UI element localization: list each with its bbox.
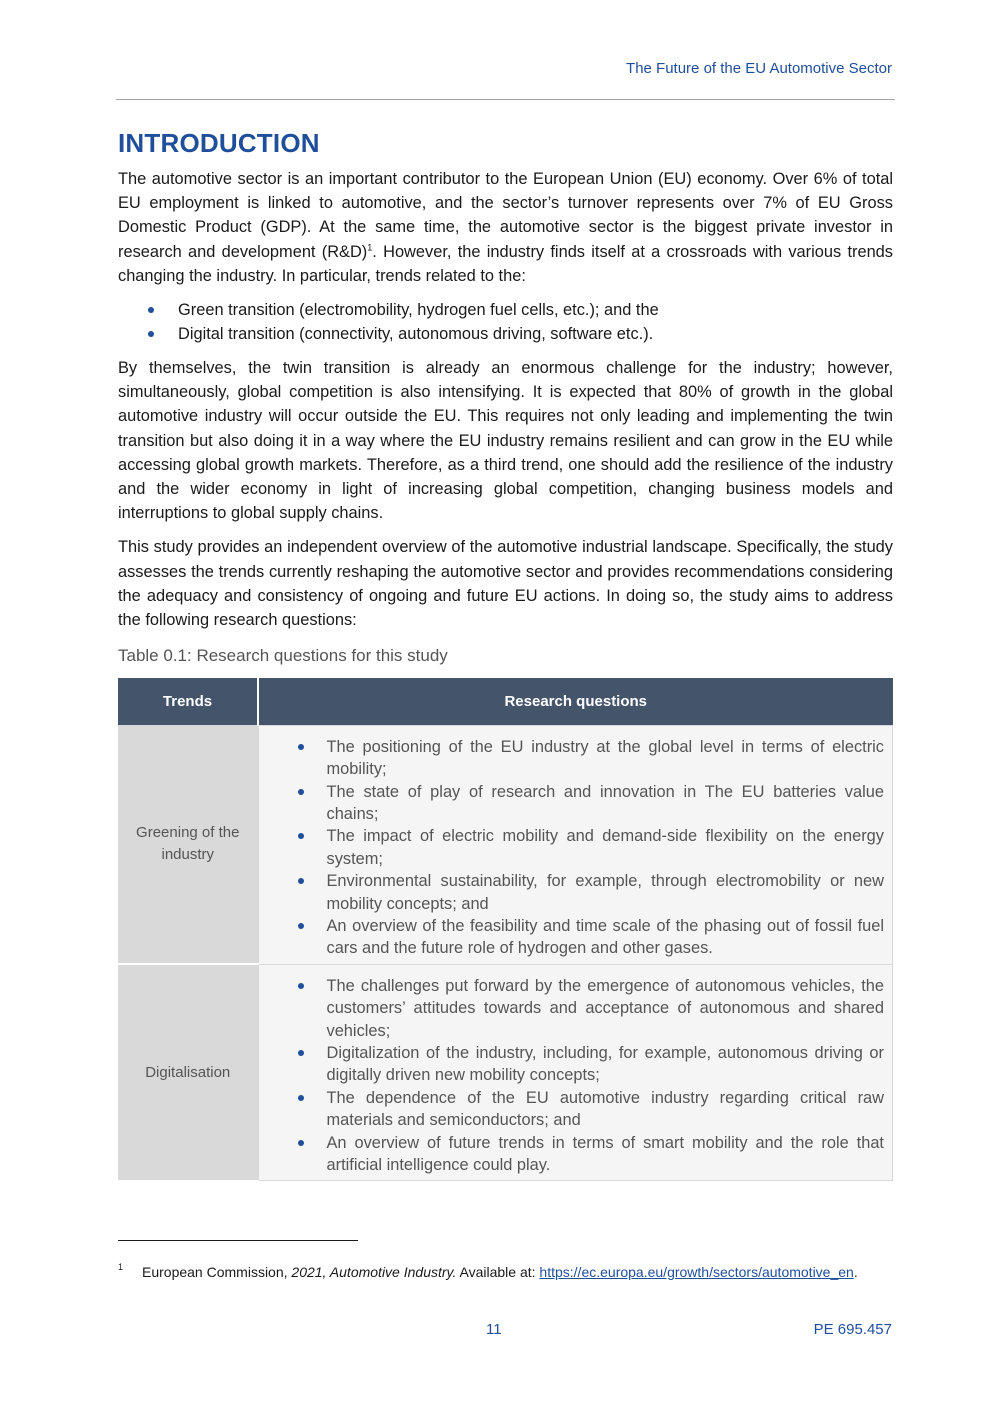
bullet-icon <box>148 307 154 313</box>
main-content <box>118 128 893 1182</box>
header-rule <box>116 99 895 100</box>
bullet-icon <box>298 983 304 989</box>
table-row <box>118 725 893 964</box>
question-text: The challenges put forward by the emergence of autonomous vehicles, the customers’ attitudes towards and acceptance of autonomous and shared vehicles; <box>326 976 884 1040</box>
question-text: The state of play of research and innovation in The EU batteries value chains; <box>326 782 884 823</box>
list-item <box>259 736 885 781</box>
intro-paragraph-1-tail: . However, the industry finds itself at a crossroads with various trends changing the industry. In particular, trends related to the: <box>118 242 893 285</box>
questions-cell <box>258 725 893 964</box>
footnote-number: 1 <box>118 1262 124 1272</box>
footnote-text <box>118 1264 893 1280</box>
page-number: 11 <box>486 1321 502 1338</box>
trend-bullet-list <box>118 298 893 346</box>
list-item-text: Green transition (electromobility, hydrogen fuel cells, etc.); and the <box>178 301 659 320</box>
footnote-available: Available at: <box>456 1264 540 1280</box>
research-questions-table <box>118 678 893 1182</box>
question-text: An overview of the feasibility and time scale of the phasing out of fossil fuel cars and the future role of hydrogen and other gases. <box>326 917 884 958</box>
intro-paragraph-2: By themselves, the twin transition is already an enormous challenge for the industry; however, simultaneously, global competition is also intensifying. It is expected that 80% of growth in the global automotive industry will occur outside the EU. This requires not only leading and implementing the twin transition but also doing it in a way where the EU industry remains resilient and can grow in the EU while accessing global growth markets. Therefore, as a third trend, one should add the resilience of the industry and the wider economy in light of increasing global competition, changing business models and interruptions to global supply chains. <box>118 359 893 523</box>
bullet-icon <box>298 789 304 795</box>
trend-cell: Digitalisation <box>118 964 258 1181</box>
footnote <box>118 1264 893 1280</box>
list-item <box>259 825 885 870</box>
running-header: The Future of the EU Automotive Sector <box>626 60 892 77</box>
questions-cell <box>258 964 893 1181</box>
question-text: The dependence of the EU automotive industry regarding critical raw materials and semiconductors; and <box>326 1088 884 1130</box>
section-title: INTRODUCTION <box>118 128 320 158</box>
footnote-link[interactable]: https://ec.europa.eu/growth/sectors/automotive_en <box>539 1264 854 1280</box>
table-header-row <box>118 678 893 725</box>
bullet-icon <box>298 923 304 929</box>
list-item <box>259 975 885 1042</box>
list-item <box>259 915 885 960</box>
document-reference: PE 695.457 <box>813 1321 892 1338</box>
footnote-title: 2021, Automotive Industry. <box>291 1264 457 1280</box>
question-text: An overview of future trends in terms of smart mobility and the role that artificial intelligence could play. <box>326 1133 884 1175</box>
question-text: The impact of electric mobility and demand-side flexibility on the energy system; <box>326 827 884 868</box>
bullet-icon <box>298 1095 304 1101</box>
footnote-ref[interactable]: 1 <box>367 242 373 253</box>
table-caption: Table 0.1: Research questions for this study <box>118 646 448 666</box>
intro-paragraph-1 <box>118 167 893 288</box>
list-item <box>118 298 893 322</box>
table-row <box>118 964 893 1181</box>
intro-paragraph-1-main: The automotive sector is an important contributor to the European Union (EU) economy. Over 6% of total EU employment is linked to automotive, and the sector’s turnover represents over 7% of EU Gross Domestic Product (GDP). At the same time, the automotive sector is the biggest private investor in research and development (R&D) <box>118 170 893 261</box>
footnote-rule <box>118 1240 358 1241</box>
question-text: Environmental sustainability, for example, through electromobility or new mobility concepts; and <box>326 872 884 913</box>
list-item-text: Digital transition (connectivity, autonomous driving, software etc.). <box>178 325 654 344</box>
footnote-end: . <box>853 1264 858 1280</box>
column-header-trends: Trends <box>118 678 258 725</box>
bullet-icon <box>298 878 304 884</box>
list-item <box>259 781 885 826</box>
bullet-icon <box>148 331 154 337</box>
list-item <box>259 1132 885 1177</box>
list-item <box>259 870 885 915</box>
intro-paragraph-3: This study provides an independent overview of the automotive industrial landscape. Specifically, the study assesses the trends currently reshaping the automotive sector and provides recommendations considering the adequacy and consistency of ongoing and future EU actions. In doing so, the study aims to address the following research questions: <box>118 538 893 630</box>
list-item <box>118 322 893 346</box>
list-item <box>259 1087 885 1132</box>
trend-cell: Greening of the industry <box>118 725 258 964</box>
list-item <box>259 1042 885 1087</box>
bullet-icon <box>298 744 304 750</box>
bullet-icon <box>298 1140 304 1146</box>
question-text: The positioning of the EU industry at the global level in terms of electric mobility; <box>326 737 884 779</box>
bullet-icon <box>298 833 304 839</box>
column-header-research-questions: Research questions <box>258 678 893 725</box>
footnote-source: European Commission, <box>142 1264 292 1280</box>
question-text: Digitalization of the industry, including, for example, autonomous driving or digitally driven new mobility concepts; <box>326 1044 884 1085</box>
bullet-icon <box>298 1050 304 1056</box>
